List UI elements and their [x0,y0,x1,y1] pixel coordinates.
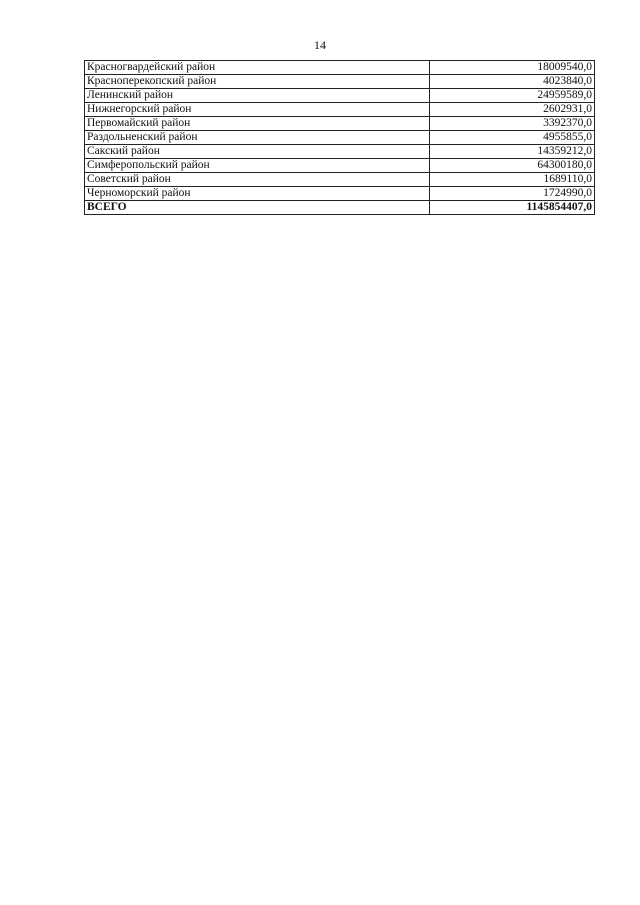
table-row [85,145,595,159]
district-amount: 24959589,0 [430,89,595,103]
district-name: Раздольненский район [85,131,430,145]
district-name: Красногвардейский район [85,61,430,75]
district-amount: 18009540,0 [430,61,595,75]
district-name: Первомайский район [85,117,430,131]
total-row [85,201,595,215]
district-amount: 1724990,0 [430,187,595,201]
district-amount: 14359212,0 [430,145,595,159]
district-name: Симферопольский район [85,159,430,173]
table-row [85,117,595,131]
table-row [85,131,595,145]
total-label: ВСЕГО [85,201,430,215]
district-name: Красноперекопский район [85,75,430,89]
district-amount: 4023840,0 [430,75,595,89]
district-amount: 2602931,0 [430,103,595,117]
table-row [85,61,595,75]
district-name: Советский район [85,173,430,187]
district-name: Нижнегорский район [85,103,430,117]
table-row [85,173,595,187]
district-name: Ленинский район [85,89,430,103]
district-amount: 1689110,0 [430,173,595,187]
total-amount: 1145854407,0 [430,201,595,215]
table-row [85,75,595,89]
district-amount: 3392370,0 [430,117,595,131]
district-amount: 64300180,0 [430,159,595,173]
district-budget-table [84,60,595,215]
district-name: Сакский район [85,145,430,159]
district-amount: 4955855,0 [430,131,595,145]
table-row [85,187,595,201]
district-name: Черноморский район [85,187,430,201]
table-row [85,103,595,117]
page-number: 14 [314,38,326,52]
table-row [85,89,595,103]
table-row [85,159,595,173]
